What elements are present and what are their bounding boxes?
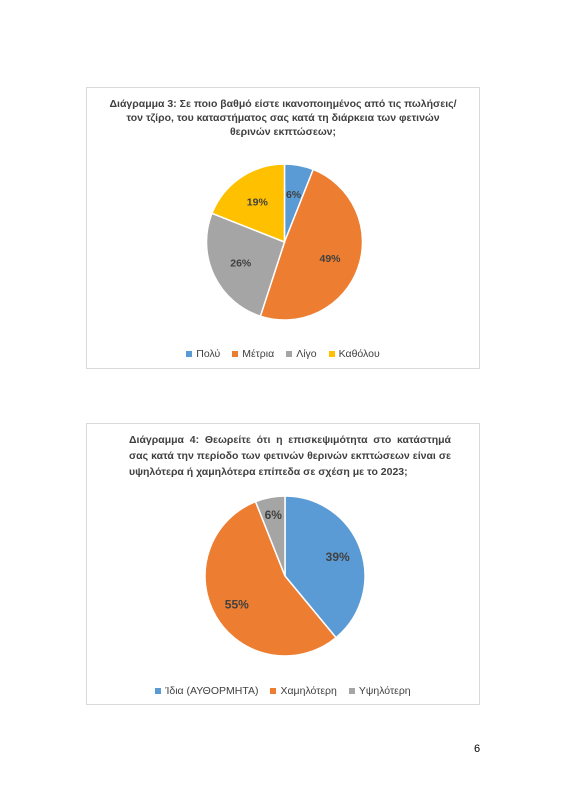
legend-item <box>270 685 336 697</box>
legend-label: Ίδια (ΑΥΘΟΡΜΗΤΑ) <box>165 685 259 697</box>
page-number: 6 <box>474 743 481 755</box>
data-label: 39% <box>325 550 350 565</box>
chart-legend <box>87 348 479 360</box>
legend-label: Υψηλότερη <box>358 685 411 697</box>
data-label: 19% <box>246 196 268 209</box>
data-label: 26% <box>230 257 252 270</box>
legend-label: Χαμηλότερη <box>280 685 337 697</box>
legend-item <box>286 348 316 360</box>
data-label: 55% <box>224 597 249 612</box>
legend-item <box>349 685 411 697</box>
chart-title: Διάγραμμα 4: Θεωρείτε ότι η επισκεψιμότητα στο κατάστημά σας κατά την περίοδο των φετινών θερινών εκπτώσεων είναι σε υψηλότερα ή χαμηλότερα επίπεδα σε σχέση με το 2023; <box>129 434 451 478</box>
data-label: 49% <box>319 253 341 266</box>
legend-swatch <box>270 688 276 694</box>
chart-4 <box>86 423 480 705</box>
legend-label: Πολύ <box>196 348 221 360</box>
legend-swatch <box>232 351 238 357</box>
legend-swatch <box>155 688 161 694</box>
data-label: 6% <box>285 189 302 202</box>
legend-label: Λίγο <box>296 348 317 360</box>
legend-item <box>329 348 380 360</box>
chart-title: Διάγραμμα 3: Σε ποιο βαθμό είστε ικανοποιημένος από τις πωλήσεις/ τον τζίρο, του καταστήματος σας κατά τη διάρκεια των φετινών θερινών εκπτώσεων; <box>109 98 457 138</box>
chart-legend <box>87 685 479 697</box>
legend-swatch <box>329 351 335 357</box>
chart-3 <box>86 87 480 369</box>
legend-label: Μέτρια <box>242 348 275 360</box>
data-label: 6% <box>264 507 282 522</box>
legend-item <box>186 348 220 360</box>
legend-item <box>232 348 274 360</box>
legend-swatch <box>349 688 355 694</box>
pie-chart <box>87 88 481 370</box>
legend-swatch <box>286 351 292 357</box>
legend-item <box>155 685 258 697</box>
pie-chart <box>87 424 481 706</box>
legend-swatch <box>186 351 192 357</box>
legend-label: Καθόλου <box>338 348 380 360</box>
